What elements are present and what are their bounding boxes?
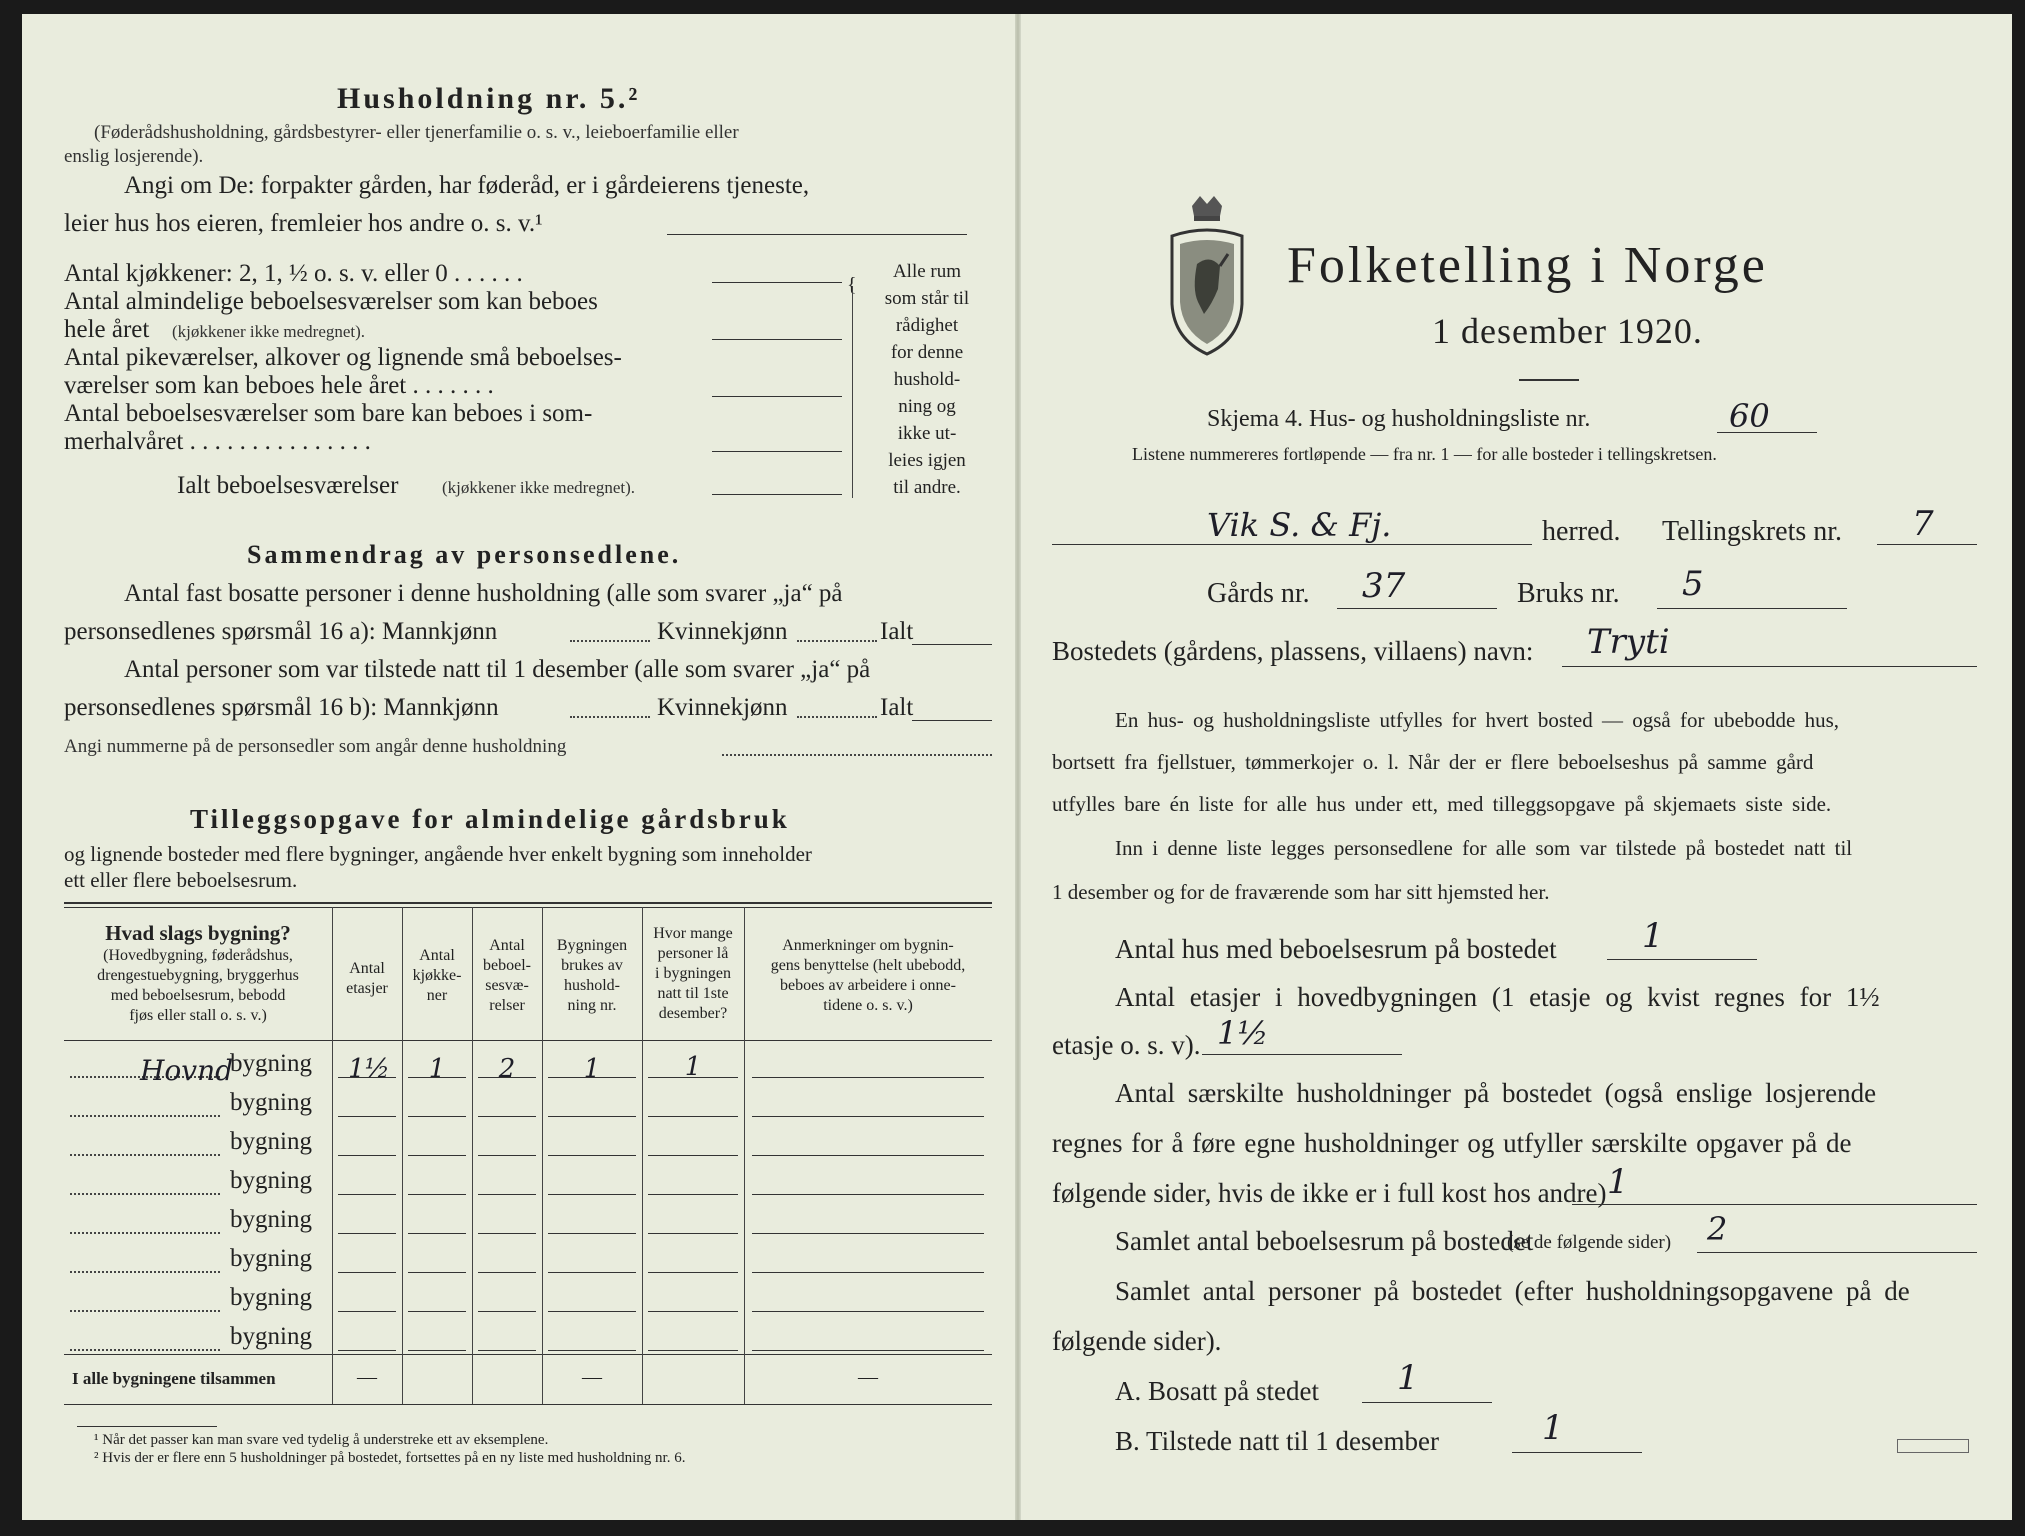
row-building-label: bygning	[230, 1245, 312, 1272]
row-building-label: bygning	[230, 1167, 312, 1194]
row-cell-line	[548, 1116, 636, 1117]
row-cell-line	[408, 1194, 466, 1195]
row-cell-line	[338, 1350, 396, 1351]
rooms-small: Antal pikeværelser, alkover og lignende små beboelses-	[64, 344, 622, 371]
rooms-ordinary: Antal almindelige beboelsesværelser som kan beboes	[64, 288, 598, 315]
row-cell-line	[408, 1272, 466, 1273]
intro-line-1: (Føderådshusholdning, gårdsbestyrer- eller tjenerfamilie o. s. v., leieboerfamilie eller	[94, 122, 739, 143]
row-building-label: bygning	[230, 1050, 312, 1077]
rooms-small-2: værelser som kan beboes hele året . . . . . . .	[64, 372, 494, 399]
row-cell-line	[752, 1116, 984, 1117]
row-cell-line	[648, 1194, 738, 1195]
rooms-kitchens: Antal kjøkkener: 2, 1, ½ o. s. v. eller 0 . . . . . .	[64, 260, 523, 287]
summary-line-3: Antal personer som var tilstede natt til 1 desember (alle som svarer „ja“ på	[124, 656, 871, 683]
rooms-ordinary-2: hele året	[64, 316, 150, 343]
row-cell-line	[648, 1350, 738, 1351]
q-households-value: 1	[1607, 1162, 1629, 1202]
row1-rooms: 2	[498, 1054, 516, 1084]
q-houses-value: 1	[1642, 916, 1664, 956]
summary-title: Sammendrag av personsedlene.	[247, 540, 682, 569]
row-cell-line	[752, 1194, 984, 1195]
coat-of-arms-icon	[1162, 194, 1252, 364]
q-houses: Antal hus med beboelsesrum på bostedet	[1115, 934, 1557, 964]
table-total-label: I alle bygningene tilsammen	[72, 1369, 276, 1388]
row1-household: 1	[583, 1054, 601, 1084]
bosted-label: Bostedets (gårdens, plassens, villaens) navn:	[1052, 636, 1534, 666]
row-cell-line	[548, 1194, 636, 1195]
herred-label: herred.	[1542, 516, 1621, 547]
q-rooms: Samlet antal beboelsesrum på bostedet	[1115, 1226, 1534, 1256]
angi-line-1: Angi om De: forpakter gården, har føderåd, er i gårdeierens tjeneste,	[124, 172, 810, 199]
summary-line-1: Antal fast bosatte personer i denne husholdning (alle som svarer „ja“ på	[124, 580, 843, 607]
bosted-value: Tryti	[1587, 622, 1670, 662]
head-rooms: Antal beboel- sesvæ- relser	[483, 937, 531, 1014]
printer-stamp	[1897, 1439, 1969, 1453]
row-cell-line	[338, 1272, 396, 1273]
q-rooms-value: 2	[1707, 1210, 1728, 1248]
a-resident-label: A. Bosatt på stedet	[1115, 1376, 1319, 1406]
q-floors-1: Antal etasjer i hovedbygningen (1 etasje og kvist regnes for 1½	[1115, 982, 1880, 1012]
rooms-total-note: (kjøkkener ikke medregnet).	[442, 478, 636, 497]
summary-line-4: personsedlenes spørsmål 16 b): Mannkjønn	[64, 694, 499, 721]
row-building-label: bygning	[230, 1089, 312, 1116]
q-persons-2: følgende sider).	[1052, 1326, 1222, 1356]
row-cell-line	[752, 1077, 984, 1078]
herred-value: Vik S. & Fj.	[1207, 506, 1392, 544]
row-cell-line	[648, 1272, 738, 1273]
row-building-label: bygning	[230, 1284, 312, 1311]
census-date: 1 desember 1920.	[1432, 311, 1703, 351]
q-floors-2: etasje o. s. v).	[1052, 1030, 1201, 1060]
footnote-1: ¹ Når det passer kan man svare ved tydelig å understreke ett av eksemplene.	[94, 1432, 549, 1448]
row-cell-line	[478, 1194, 536, 1195]
row-cell-line	[548, 1350, 636, 1351]
q-households-2: regnes for å føre egne husholdninger og utfyller særskilte opgaver på de	[1052, 1128, 1852, 1158]
row-name-line	[70, 1349, 220, 1351]
row1-floors: 1½	[348, 1054, 390, 1084]
row-cell-line	[338, 1194, 396, 1195]
q-households-1: Antal særskilte husholdninger på bostedet (også enslige losjerende	[1115, 1078, 1877, 1108]
krets-label: Tellingskrets nr.	[1662, 516, 1843, 547]
total-household-dash: —	[582, 1366, 602, 1388]
rooms-ordinary-note: (kjøkkener ikke medregnet).	[172, 322, 366, 341]
rooms-summer-2: merhalvåret . . . . . . . . . . . . . . .	[64, 428, 371, 455]
row-cell-line	[408, 1116, 466, 1117]
para1-line3: utfylles bare én liste for alle hus under ett, med tilleggsopgave på skjemaets siste side.	[1052, 792, 1832, 816]
q-floors-value: 1½	[1217, 1014, 1269, 1052]
total-floors-dash: —	[357, 1366, 377, 1388]
row-cell-line	[548, 1155, 636, 1156]
row-name-line	[70, 1193, 220, 1195]
row1-building-name: Hovnd	[140, 1054, 234, 1087]
farm-sub-2: ett eller flere beboelsesrum.	[64, 868, 298, 892]
summary-line-2: personsedlenes spørsmål 16 a): Mannkjønn	[64, 618, 498, 645]
footnote-2: ² Hvis der er flere enn 5 husholdninger på bostedet, fortsettes på en ny liste med husholdning nr. 6.	[94, 1450, 686, 1466]
row-cell-line	[548, 1311, 636, 1312]
q-persons-1: Samlet antal personer på bostedet (efter husholdningsopgavene på de	[1115, 1276, 1910, 1306]
row-cell-line	[478, 1116, 536, 1117]
summary-female-a: Kvinnekjønn	[657, 618, 788, 645]
q-households-3: følgende sider, hvis de ikke er i full kost hos andre)	[1052, 1178, 1607, 1208]
head-remarks: Anmerkninger om bygnin- gens benyttelse (helt ubebodd, beboes av arbeidere i onne- tidene o. s. v.)	[770, 937, 966, 1014]
right-page	[1017, 14, 2012, 1520]
q-rooms-note: (se de følgende sider)	[1507, 1232, 1672, 1253]
row-cell-line	[648, 1116, 738, 1117]
head-building-type: Hvad slags bygning? (Hovedbygning, føderådshus, drengestuebygning, bryggerhus med beboelsesrum, bebodd fjøs eller stall o. s. v.)	[97, 921, 299, 1024]
main-title: Folketelling i Norge	[1287, 237, 1768, 294]
row-cell-line	[548, 1233, 636, 1234]
row1-persons: 1	[684, 1052, 702, 1082]
row-cell-line	[648, 1233, 738, 1234]
row-cell-line	[752, 1350, 984, 1351]
row-cell-line	[648, 1311, 738, 1312]
farm-title: Tilleggsopgave for almindelige gårdsbruk	[190, 804, 790, 834]
row-building-label: bygning	[230, 1206, 312, 1233]
gards-label: Gårds nr.	[1207, 578, 1310, 609]
row-cell-line	[338, 1233, 396, 1234]
row-cell-line	[338, 1155, 396, 1156]
para1-line2: bortsett fra fjellstuer, tømmerkojer o. l. Når der er flere beboelseshus på samme gård	[1052, 750, 1814, 774]
row-cell-line	[478, 1155, 536, 1156]
row-name-line	[70, 1271, 220, 1273]
gards-value: 37	[1362, 566, 1406, 606]
row-name-line	[70, 1232, 220, 1234]
listene-note: Listene nummereres fortløpende — fra nr. 1 — for alle bosteder i tellingskretsen.	[1132, 444, 1717, 464]
skjema-label: Skjema 4. Hus- og husholdningsliste nr.	[1207, 406, 1591, 432]
row-cell-line	[752, 1233, 984, 1234]
row-cell-line	[752, 1311, 984, 1312]
census-spread	[22, 14, 2012, 1520]
head-floors: Antal etasjer	[346, 960, 388, 997]
left-page	[22, 14, 1017, 1520]
head-persons: Hvor mange personer lå i bygningen natt til 1ste desember?	[653, 925, 733, 1022]
row-cell-line	[548, 1272, 636, 1273]
krets-value: 7	[1912, 504, 1934, 544]
row-cell-line	[408, 1350, 466, 1351]
row-cell-line	[478, 1350, 536, 1351]
head-kitchens: Antal kjøkke- ner	[412, 947, 462, 1004]
row-cell-line	[648, 1155, 738, 1156]
row-name-line	[70, 1115, 220, 1117]
farm-sub-1: og lignende bosteder med flere bygninger, angående hver enkelt bygning som inneholder	[64, 842, 812, 866]
row-cell-line	[478, 1311, 536, 1312]
row-cell-line	[338, 1116, 396, 1117]
bruks-label: Bruks nr.	[1517, 578, 1620, 609]
total-remarks-dash: —	[858, 1366, 878, 1388]
summary-female-b: Kvinnekjønn	[657, 694, 788, 721]
angi-line-2: leier hus hos eieren, fremleier hos andre o. s. v.¹	[64, 210, 543, 237]
row-cell-line	[408, 1155, 466, 1156]
row-cell-line	[752, 1272, 984, 1273]
rooms-total: Ialt beboelsesværelser	[177, 472, 399, 499]
para1-line1: En hus- og husholdningsliste utfylles for hvert bosted — også for ubebodde hus,	[1115, 708, 1839, 732]
summary-total-a: Ialt	[880, 618, 914, 645]
summary-total-b: Ialt	[880, 694, 914, 721]
row-cell-line	[752, 1155, 984, 1156]
row1-kitchens: 1	[428, 1054, 446, 1084]
row-cell-line	[408, 1233, 466, 1234]
side-note: Alle rum som står til rådighet for denne hushold- ning og ikke ut- leies igjen til andre.	[884, 261, 970, 498]
brace-icon: {	[847, 274, 857, 296]
rooms-summer: Antal beboelsesværelser som bare kan beboes i som-	[64, 400, 593, 427]
a-resident-value: 1	[1397, 1358, 1419, 1398]
summary-numbers: Angi nummerne på de personsedler som angår denne husholdning	[64, 736, 567, 757]
row-name-line	[70, 1310, 220, 1312]
row-name-line	[70, 1154, 220, 1156]
row-building-label: bygning	[230, 1128, 312, 1155]
row-cell-line	[408, 1311, 466, 1312]
list-number: 60	[1729, 397, 1770, 435]
para2-line2: 1 desember og for de fraværende som har sitt hjemsted her.	[1052, 880, 1550, 904]
b-present-value: 1	[1542, 1408, 1564, 1448]
row-cell-line	[338, 1311, 396, 1312]
b-present-label: B. Tilstede natt til 1 desember	[1115, 1426, 1439, 1456]
bruks-value: 5	[1682, 564, 1704, 604]
household-title: Husholdning nr. 5.²	[337, 82, 641, 115]
row-cell-line	[478, 1272, 536, 1273]
intro-line-2: enslig losjerende).	[64, 146, 204, 167]
row-building-label: bygning	[230, 1323, 312, 1350]
head-household: Bygningen brukes av hushold- ning nr.	[556, 937, 628, 1014]
para2-line1: Inn i denne liste legges personsedlene for alle som var tilstede på bostedet natt til	[1115, 836, 1853, 860]
row-cell-line	[478, 1233, 536, 1234]
